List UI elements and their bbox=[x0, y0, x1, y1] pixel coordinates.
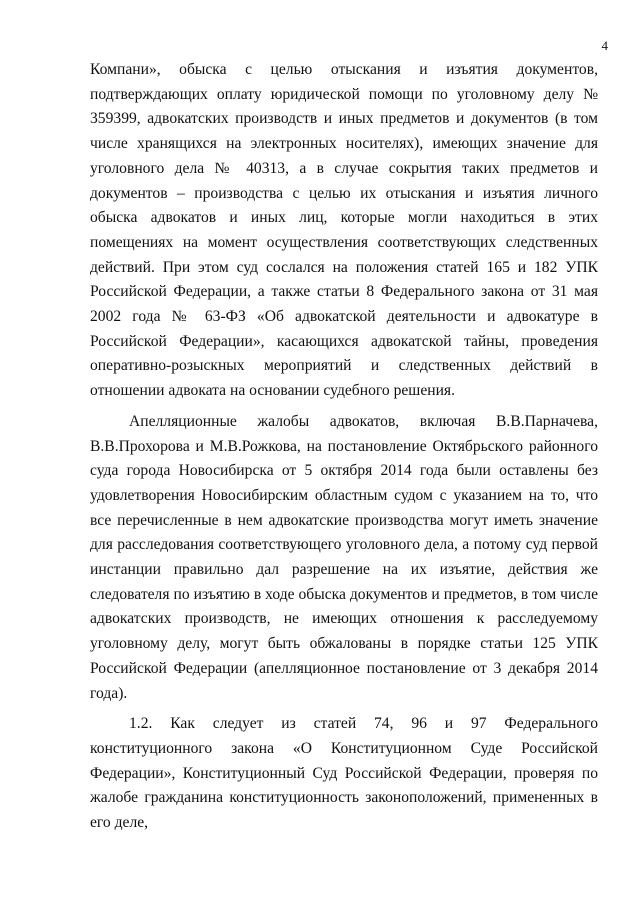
paragraph-section-1-2: 1.2. Как следует из статей 74, 96 и 97 Федерального конституционного закона «О Конституционном Суде Российской Федерации», Конституционный Суд Российской Федерации, проверяя по жалобе гражданина конституционность законоположений, примененных в его деле, bbox=[90, 715, 598, 832]
page-number: 4 bbox=[601, 38, 608, 53]
paragraph-continuation: Компани», обыска с целью отыскания и изъятия документов, подтверждающих оплату юридической помощи по уголовному делу № 359399, адвокатских производств и иных предметов и документов (в том числе хранящихся на электронных носителях), имеющих значение для уголовного дела № 40313, а в случае сокрытия таких предметов и документов – производства с целью их отыскания и изъятия личного обыска адвокатов и иных лиц, которые могли находиться в этих помещениях на момент осуществления соответствующих следственных действий. При этом суд сослался на положения статей 165 и 182 УПК Российской Федерации, а также статьи 8 Федерального закона от 31 мая 2002 года № 63-ФЗ «Об адвокатской деятельности и адвокатуре в Российской Федерации», касающихся адвокатской тайны, проведения оперативно-розыскных мероприятий и следственных действий в отношении адвоката на основании судебного решения. bbox=[90, 61, 598, 400]
paragraph-appeals: Апелляционные жалобы адвокатов, включая В.В.Парначева, В.В.Прохорова и М.В.Рожкова, на постановление Октябрьского районного суда города Новосибирска от 5 октября 2014 года были оставлены без удовлетворения Новосибирским областным судом с указанием на то, что все перечисленные в нем адвокатские производства могут иметь значение для расследования соответствующего уголовного дела, а потому суд первой инстанции правильно дал разрешение на их изъятие, действия же следователя по изъятию в ходе обыска документов и предметов, в том числе адвокатских производств, не имеющих отношения к расследуемому уголовному делу, могут быть обжалованы в порядке статьи 125 УПК Российской Федерации (апелляционное постановление от 3 декабря 2014 года). bbox=[90, 412, 598, 702]
document-body bbox=[90, 58, 598, 836]
